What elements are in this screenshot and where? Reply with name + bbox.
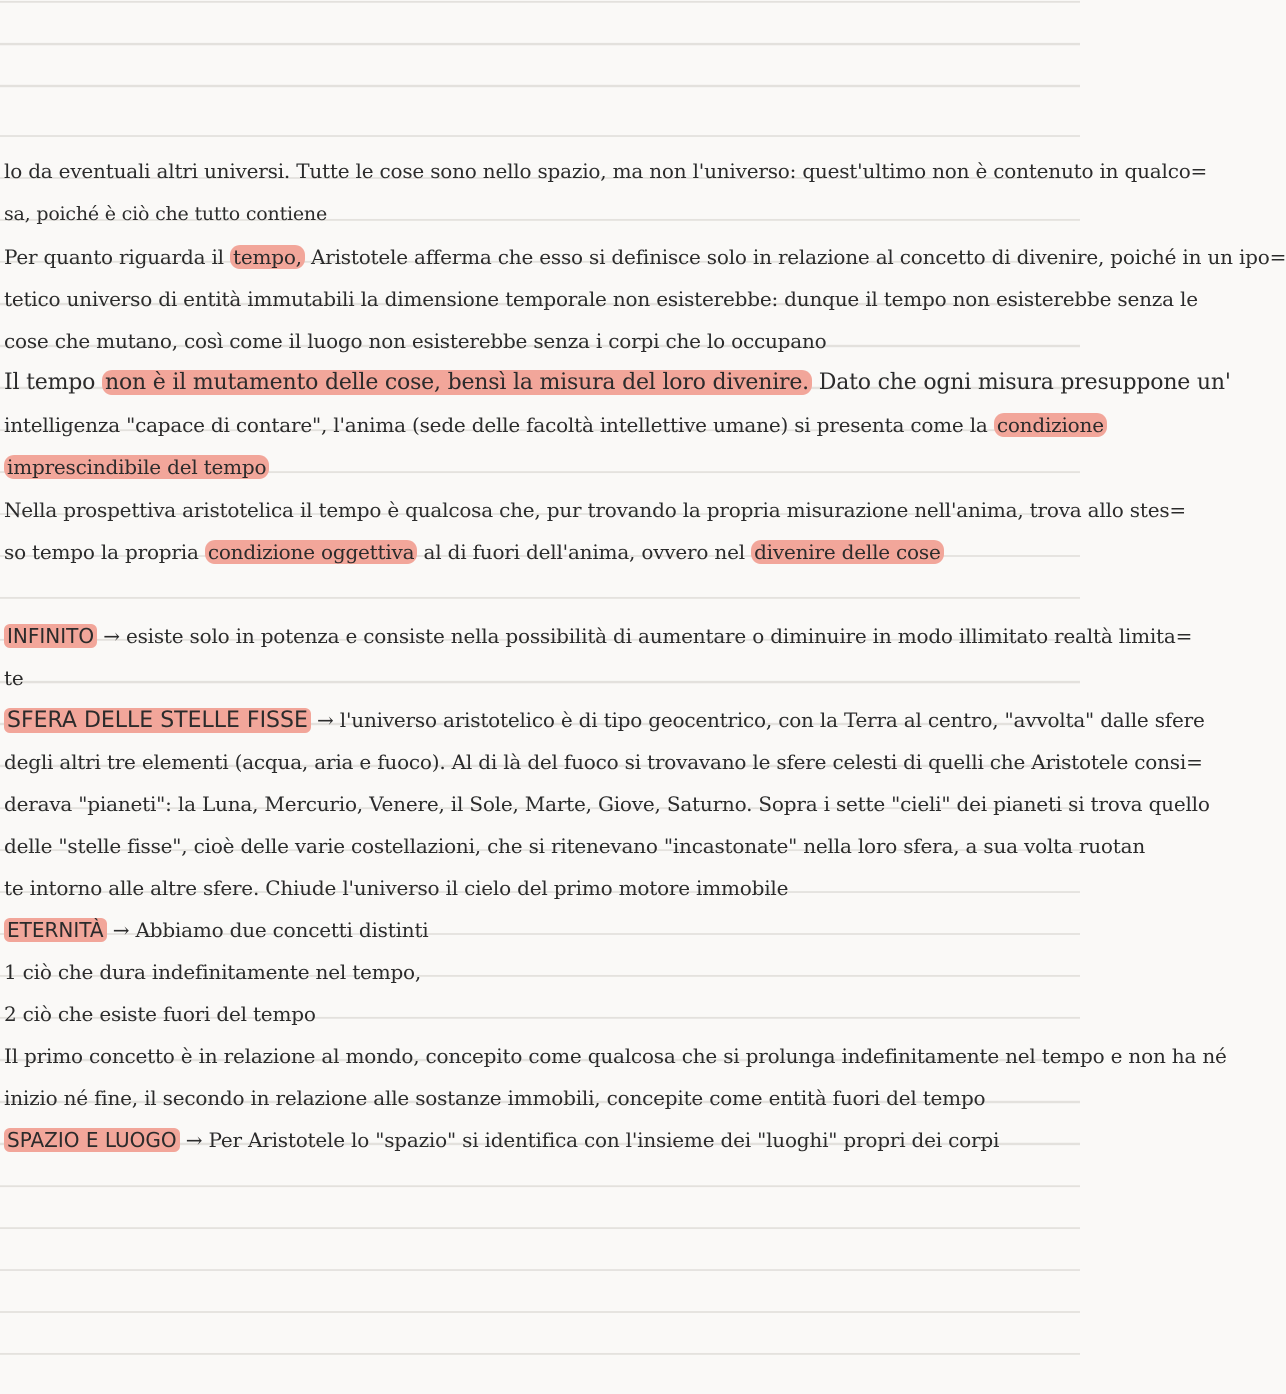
eternita-line xyxy=(4,909,1080,951)
highlight-tempo: tempo, xyxy=(230,245,305,269)
text-line xyxy=(4,867,1080,909)
highlight-misura: non è il mutamento delle cose, bensì la misura del loro divenire. xyxy=(102,370,812,395)
text-line xyxy=(4,1035,1227,1077)
text-segment: → esiste solo in potenza e consiste nella possibilità di aumentare o diminuire in modo illimitato realtà limita= xyxy=(97,624,1193,648)
text-segment: sa, poiché è ciò che tutto contiene xyxy=(4,203,328,225)
text-segment: → Per Aristotele lo "spazio" si identifica con l'insieme dei "luoghi" propri dei corpi xyxy=(179,1128,1000,1152)
text-line xyxy=(4,320,1080,362)
text-segment: Il primo concetto è in relazione al mondo, concepito come qualcosa che si prolunga indefinitamente nel tempo e non ha né xyxy=(4,1044,1227,1068)
text-segment: Dato che ogni misura presuppone un' xyxy=(811,370,1231,395)
sfera-line xyxy=(4,699,1205,741)
text-line xyxy=(4,489,1186,531)
text-segment: degli altri tre elementi (acqua, aria e fuoco). Al di là del fuoco si trovavano le sfere celesti di quelli che Aristotele consi= xyxy=(4,750,1203,774)
heading-infinito: INFINITO xyxy=(4,624,97,648)
text-line xyxy=(4,1077,1080,1119)
text-segment: al di fuori dell'anima, ovvero nel xyxy=(417,540,752,564)
text-line xyxy=(4,531,1080,573)
text-segment: Aristotele afferma che esso si definisce solo in relazione al concetto di divenire, poiché in un ipo= xyxy=(304,245,1286,269)
text-segment: so tempo la propria xyxy=(4,540,205,564)
text-line xyxy=(4,951,1080,993)
text-line xyxy=(4,825,1146,867)
text-segment: Il tempo xyxy=(4,370,102,395)
spazio-line xyxy=(4,1119,1080,1161)
text-line xyxy=(4,446,1080,488)
text-segment: te xyxy=(4,666,24,690)
highlight-divenire: divenire delle cose xyxy=(751,540,944,564)
text-segment: lo da eventuali altri universi. Tutte le cose sono nello spazio, ma non l'universo: quest'ultimo non è contenuto in qualco= xyxy=(4,159,1208,183)
text-line xyxy=(4,278,1198,320)
text-segment: cose che mutano, così come il luogo non esisterebbe senza i corpi che lo occupano xyxy=(4,329,827,353)
text-line xyxy=(4,150,1208,192)
highlight-condizione: condizione xyxy=(994,413,1107,437)
text-segment: → l'universo aristotelico è di tipo geocentrico, con la Terra al centro, "avvolta" dalle sfere xyxy=(310,708,1205,732)
text-line xyxy=(4,236,1286,278)
highlight-imprescindibile: imprescindibile del tempo xyxy=(4,455,269,479)
text-segment: te intorno alle altre sfere. Chiude l'universo il cielo del primo motore immobile xyxy=(4,876,789,900)
text-line xyxy=(4,193,1080,235)
text-segment: Nella prospettiva aristotelica il tempo è qualcosa che, pur trovando la propria misurazione nell'anima, trova allo stes= xyxy=(4,498,1186,522)
text-segment: tetico universo di entità immutabili la dimensione temporale non esisterebbe: dunque il tempo non esisterebbe senza le xyxy=(4,287,1198,311)
heading-sfera-stelle-fisse: SFERA DELLE STELLE FISSE xyxy=(4,708,311,733)
text-segment: derava "pianeti": la Luna, Mercurio, Venere, il Sole, Marte, Giove, Saturno. Sopra i sette "cieli" dei pianeti si trova quello xyxy=(4,792,1210,816)
text-line xyxy=(4,404,1104,446)
text-segment: intelligenza "capace di contare", l'anima (sede delle facoltà intellettive umane) si presenta come la xyxy=(4,413,994,437)
text-segment: 2 ciò che esiste fuori del tempo xyxy=(4,1002,316,1026)
text-segment: Per quanto riguarda il xyxy=(4,245,230,269)
heading-eternita: ETERNITÀ xyxy=(4,918,107,942)
text-line xyxy=(4,741,1203,783)
text-segment: delle "stelle fisse", cioè delle varie costellazioni, che si ritenevano "incastonate" nella loro sfera, a sua volta ruotan xyxy=(4,834,1146,858)
infinito-line xyxy=(4,615,1193,657)
text-segment: 1 ciò che dura indefinitamente nel tempo, xyxy=(4,960,422,984)
text-line xyxy=(4,362,1231,404)
text-line xyxy=(4,993,1080,1035)
heading-spazio-luogo: SPAZIO E LUOGO xyxy=(4,1128,180,1152)
text-line xyxy=(4,783,1210,825)
text-segment: → Abbiamo due concetti distinti xyxy=(106,918,429,942)
text-segment: inizio né fine, il secondo in relazione alle sostanze immobili, concepite come entità fuori del tempo xyxy=(4,1086,986,1110)
highlight-condizione-oggettiva: condizione oggettiva xyxy=(205,540,418,564)
text-line xyxy=(4,657,1080,699)
